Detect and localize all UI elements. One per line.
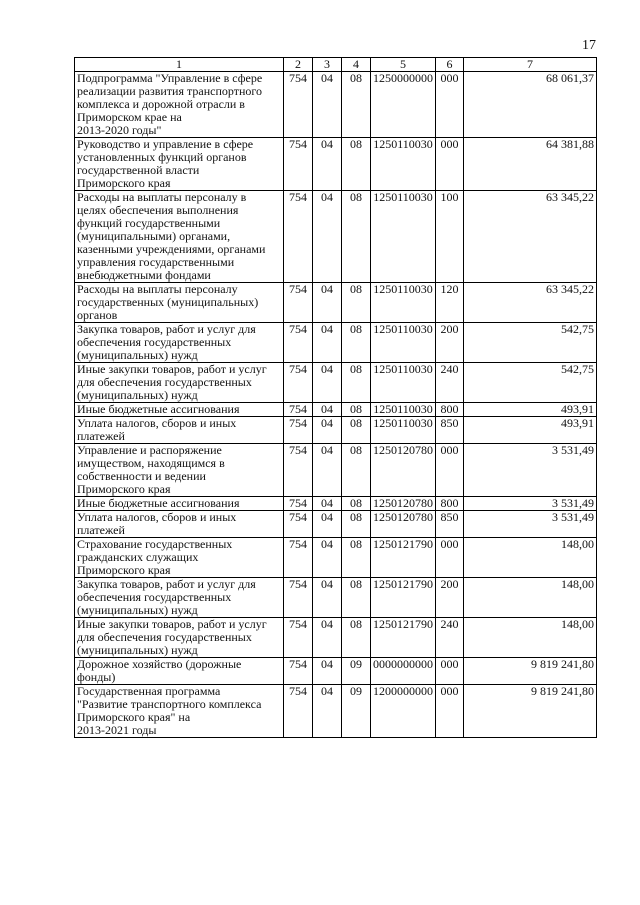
item-name-line: (муниципальных) нужд [77, 603, 198, 617]
item-name-line: Закупка товаров, работ и услуг для [77, 577, 256, 591]
target-article-code-cell: 1250000000 [371, 72, 436, 138]
table-row [75, 283, 597, 323]
budget-table [74, 57, 597, 738]
grbs-code-cell: 754 [284, 511, 313, 538]
expense-type-code-cell: 200 [436, 323, 464, 363]
expense-type-code-cell: 000 [436, 138, 464, 191]
target-article-code-cell: 1250110030 [371, 191, 436, 283]
table-row [75, 538, 597, 578]
grbs-code-cell: 754 [284, 658, 313, 685]
header-row [75, 58, 597, 72]
target-article-code-cell: 1250121790 [371, 538, 436, 578]
subsection-code-cell: 08 [342, 444, 371, 497]
item-name-line: казенными учреждениями, органами [77, 242, 266, 256]
item-name-line: гражданских служащих [77, 550, 199, 564]
item-name-line: (муниципальными) органами, [77, 229, 231, 243]
table-row [75, 618, 597, 658]
subsection-code-cell: 08 [342, 72, 371, 138]
table-row [75, 191, 597, 283]
subsection-code-cell: 08 [342, 283, 371, 323]
item-name-line: государственных (муниципальных) [77, 295, 259, 309]
section-code-cell: 04 [313, 511, 342, 538]
table-row [75, 444, 597, 497]
column-header-3: 3 [313, 58, 342, 72]
amount-cell: 3 531,49 [464, 511, 597, 538]
amount-cell: 63 345,22 [464, 283, 597, 323]
amount-cell: 148,00 [464, 538, 597, 578]
item-name-cell [75, 363, 284, 403]
item-name-line: Приморского края [77, 563, 171, 577]
item-name-line: (муниципальных) нужд [77, 388, 198, 402]
amount-cell: 9 819 241,80 [464, 685, 597, 738]
item-name-cell [75, 138, 284, 191]
section-code-cell: 04 [313, 618, 342, 658]
expense-type-code-cell: 000 [436, 658, 464, 685]
grbs-code-cell: 754 [284, 283, 313, 323]
section-code-cell: 04 [313, 497, 342, 511]
item-name-line: (муниципальных) нужд [77, 348, 198, 362]
expense-type-code-cell: 200 [436, 578, 464, 618]
item-name-line: комплекса и дорожной отрасли в [77, 97, 245, 111]
item-name-line: имуществом, находящимся в [77, 456, 225, 470]
section-code-cell: 04 [313, 283, 342, 323]
amount-cell: 542,75 [464, 323, 597, 363]
column-header-4: 4 [342, 58, 371, 72]
item-name-line: Руководство и управление в сфере [77, 137, 254, 151]
item-name-line: платежей [77, 429, 125, 443]
item-name-line: Иные закупки товаров, работ и услуг [77, 617, 267, 631]
amount-cell: 3 531,49 [464, 444, 597, 497]
item-name-line: государственной власти [77, 163, 200, 177]
target-article-code-cell: 1250120780 [371, 497, 436, 511]
grbs-code-cell: 754 [284, 191, 313, 283]
table-row [75, 138, 597, 191]
item-name-line: Подпрограмма "Управление в сфере [77, 71, 263, 85]
item-name-line: Закупка товаров, работ и услуг для [77, 322, 256, 336]
table-row [75, 685, 597, 738]
grbs-code-cell: 754 [284, 685, 313, 738]
table-row [75, 497, 597, 511]
item-name-line: целях обеспечения выполнения [77, 203, 239, 217]
grbs-code-cell: 754 [284, 363, 313, 403]
item-name-cell [75, 323, 284, 363]
target-article-code-cell: 1250110030 [371, 403, 436, 417]
amount-cell: 542,75 [464, 363, 597, 403]
section-code-cell: 04 [313, 685, 342, 738]
expense-type-code-cell: 120 [436, 283, 464, 323]
item-name-line: Государственная программа [77, 684, 221, 698]
target-article-code-cell: 1250120780 [371, 444, 436, 497]
expense-type-code-cell: 240 [436, 618, 464, 658]
item-name-cell [75, 497, 284, 511]
item-name-line: обеспечения государственных [77, 335, 232, 349]
subsection-code-cell: 08 [342, 323, 371, 363]
amount-cell: 493,91 [464, 417, 597, 444]
item-name-line: Приморском крае на [77, 110, 182, 124]
subsection-code-cell: 08 [342, 403, 371, 417]
item-name-line: 2013-2020 годы" [77, 123, 162, 137]
subsection-code-cell: 08 [342, 578, 371, 618]
section-code-cell: 04 [313, 403, 342, 417]
item-name-line: Расходы на выплаты персоналу в [77, 190, 247, 204]
amount-cell: 9 819 241,80 [464, 658, 597, 685]
item-name-cell [75, 283, 284, 323]
subsection-code-cell: 08 [342, 363, 371, 403]
item-name-cell [75, 72, 284, 138]
table-row [75, 323, 597, 363]
target-article-code-cell: 1250121790 [371, 578, 436, 618]
item-name-cell [75, 444, 284, 497]
column-header-7: 7 [464, 58, 597, 72]
amount-cell: 493,91 [464, 403, 597, 417]
grbs-code-cell: 754 [284, 417, 313, 444]
target-article-code-cell: 0000000000 [371, 658, 436, 685]
item-name-line: 2013-2021 годы [77, 723, 157, 737]
subsection-code-cell: 08 [342, 417, 371, 444]
item-name-cell [75, 578, 284, 618]
expense-type-code-cell: 850 [436, 417, 464, 444]
amount-cell: 148,00 [464, 618, 597, 658]
target-article-code-cell: 1250110030 [371, 138, 436, 191]
item-name-line: управления государственными [77, 255, 235, 269]
column-header-1: 1 [75, 58, 284, 72]
item-name-cell [75, 417, 284, 444]
item-name-line: Приморского края [77, 482, 171, 496]
expense-type-code-cell: 000 [436, 685, 464, 738]
item-name-line: Уплата налогов, сборов и иных [77, 416, 237, 430]
page-number: 17 [582, 38, 596, 53]
section-code-cell: 04 [313, 538, 342, 578]
amount-cell: 64 381,88 [464, 138, 597, 191]
grbs-code-cell: 754 [284, 618, 313, 658]
item-name-cell [75, 191, 284, 283]
item-name-line: (муниципальных) нужд [77, 643, 198, 657]
section-code-cell: 04 [313, 191, 342, 283]
expense-type-code-cell: 100 [436, 191, 464, 283]
table-row [75, 658, 597, 685]
grbs-code-cell: 754 [284, 578, 313, 618]
section-code-cell: 04 [313, 417, 342, 444]
item-name-cell [75, 685, 284, 738]
subsection-code-cell: 08 [342, 538, 371, 578]
column-header-6: 6 [436, 58, 464, 72]
item-name-line: Приморского края" на [77, 710, 191, 724]
item-name-line: Иные закупки товаров, работ и услуг [77, 362, 267, 376]
item-name-line: для обеспечения государственных [77, 630, 252, 644]
expense-type-code-cell: 800 [436, 497, 464, 511]
column-header-5: 5 [371, 58, 436, 72]
item-name-line: Дорожное хозяйство (дорожные [77, 657, 242, 671]
grbs-code-cell: 754 [284, 497, 313, 511]
expense-type-code-cell: 240 [436, 363, 464, 403]
item-name-line: платежей [77, 523, 125, 537]
subsection-code-cell: 08 [342, 497, 371, 511]
expense-type-code-cell: 800 [436, 403, 464, 417]
subsection-code-cell: 09 [342, 658, 371, 685]
expense-type-code-cell: 000 [436, 72, 464, 138]
subsection-code-cell: 08 [342, 511, 371, 538]
item-name-line: Уплата налогов, сборов и иных [77, 510, 237, 524]
table-row [75, 511, 597, 538]
grbs-code-cell: 754 [284, 72, 313, 138]
amount-cell: 68 061,37 [464, 72, 597, 138]
item-name-line: внебюджетными фондами [77, 268, 211, 282]
subsection-code-cell: 08 [342, 618, 371, 658]
item-name-line: Иные бюджетные ассигнования [77, 402, 240, 416]
table-body [75, 72, 597, 738]
section-code-cell: 04 [313, 363, 342, 403]
section-code-cell: 04 [313, 578, 342, 618]
target-article-code-cell: 1250110030 [371, 417, 436, 444]
subsection-code-cell: 08 [342, 191, 371, 283]
section-code-cell: 04 [313, 72, 342, 138]
item-name-cell [75, 538, 284, 578]
item-name-line: Управление и распоряжение [77, 443, 222, 457]
item-name-line: для обеспечения государственных [77, 375, 252, 389]
amount-cell: 148,00 [464, 578, 597, 618]
column-header-2: 2 [284, 58, 313, 72]
item-name-line: Приморского края [77, 176, 171, 190]
grbs-code-cell: 754 [284, 403, 313, 417]
item-name-line: реализации развития транспортного [77, 84, 263, 98]
target-article-code-cell: 1200000000 [371, 685, 436, 738]
item-name-line: Расходы на выплаты персоналу [77, 282, 238, 296]
section-code-cell: 04 [313, 658, 342, 685]
table-row [75, 403, 597, 417]
subsection-code-cell: 09 [342, 685, 371, 738]
target-article-code-cell: 1250121790 [371, 618, 436, 658]
table-row [75, 578, 597, 618]
subsection-code-cell: 08 [342, 138, 371, 191]
item-name-line: "Развитие транспортного комплекса [77, 697, 262, 711]
table-row [75, 417, 597, 444]
expense-type-code-cell: 850 [436, 511, 464, 538]
item-name-cell [75, 618, 284, 658]
item-name-cell [75, 511, 284, 538]
item-name-line: органов [77, 308, 118, 322]
item-name-line: Иные бюджетные ассигнования [77, 496, 240, 510]
expense-type-code-cell: 000 [436, 538, 464, 578]
item-name-cell [75, 658, 284, 685]
target-article-code-cell: 1250120780 [371, 511, 436, 538]
section-code-cell: 04 [313, 323, 342, 363]
grbs-code-cell: 754 [284, 323, 313, 363]
amount-cell: 63 345,22 [464, 191, 597, 283]
grbs-code-cell: 754 [284, 538, 313, 578]
target-article-code-cell: 1250110030 [371, 323, 436, 363]
item-name-line: собственности и ведении [77, 469, 206, 483]
target-article-code-cell: 1250110030 [371, 363, 436, 403]
table-row [75, 363, 597, 403]
target-article-code-cell: 1250110030 [371, 283, 436, 323]
item-name-line: Страхование государственных [77, 537, 233, 551]
item-name-line: обеспечения государственных [77, 590, 232, 604]
table-row [75, 72, 597, 138]
expense-type-code-cell: 000 [436, 444, 464, 497]
section-code-cell: 04 [313, 444, 342, 497]
item-name-cell [75, 403, 284, 417]
section-code-cell: 04 [313, 138, 342, 191]
amount-cell: 3 531,49 [464, 497, 597, 511]
table-header [75, 58, 597, 72]
item-name-line: фонды) [77, 670, 116, 684]
item-name-line: функций государственными [77, 216, 221, 230]
item-name-line: установленных функций органов [77, 150, 247, 164]
grbs-code-cell: 754 [284, 444, 313, 497]
grbs-code-cell: 754 [284, 138, 313, 191]
